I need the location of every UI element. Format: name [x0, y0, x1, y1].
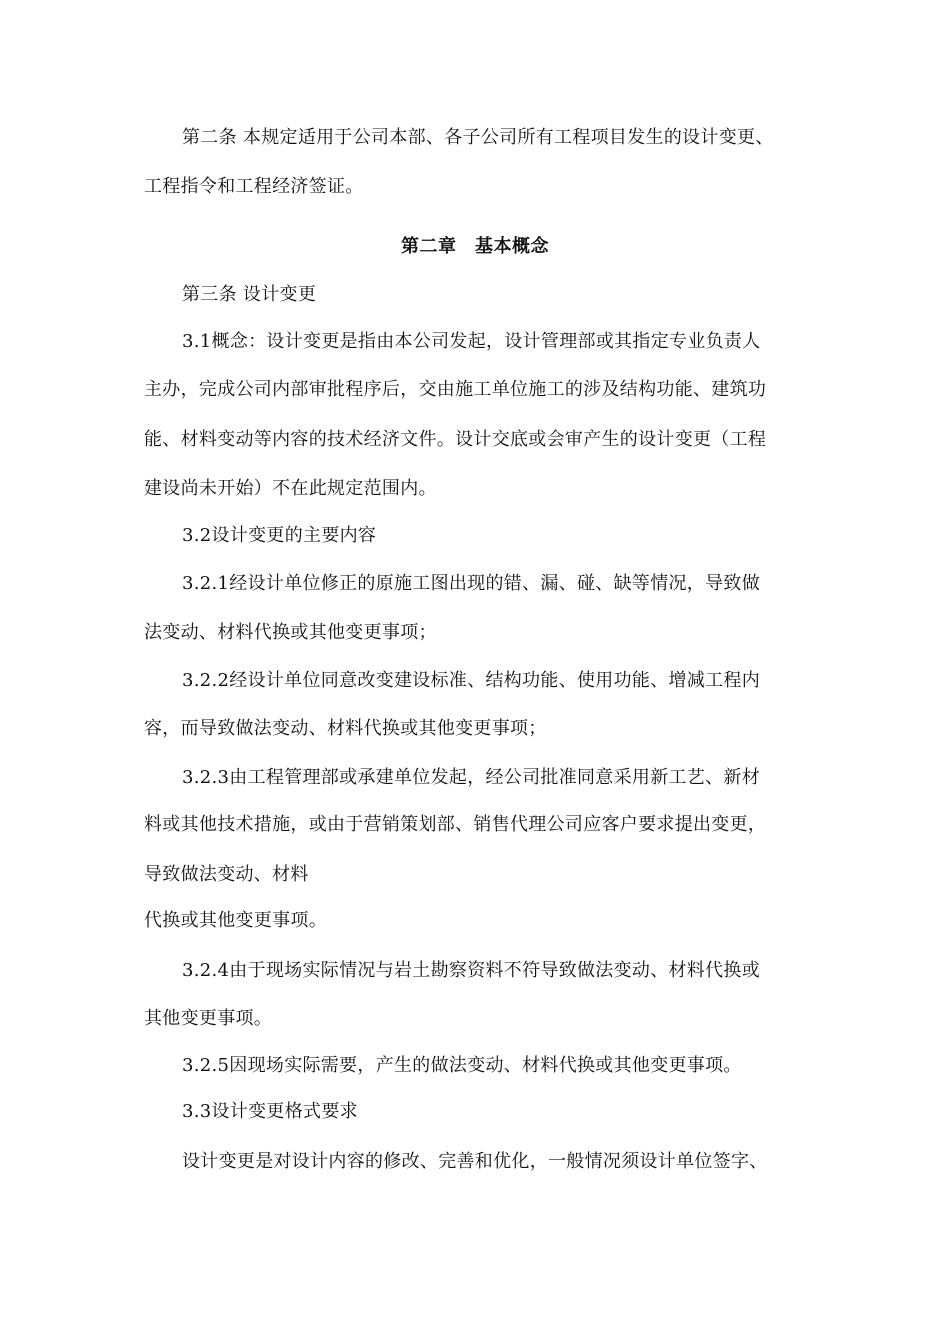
item-3-2-3-line-1: 3.2.3由工程管理部或承建单位发起，经公司批准同意采用新工艺、新材	[182, 767, 760, 788]
paragraph-3-1-line-3: 能、材料变动等内容的技术经济文件。设计交底或会审产生的设计变更（工程	[144, 429, 767, 450]
item-3-2-5-line-1: 3.2.5因现场实际需要，产生的做法变动、材料代换或其他变更事项。	[182, 1055, 742, 1076]
section-3-3-title: 3.3设计变更格式要求	[182, 1101, 358, 1122]
item-3-2-3-line-4: 代换或其他变更事项。	[144, 910, 327, 931]
item-3-2-1-line-1: 3.2.1经设计单位修正的原施工图出现的错、漏、碰、缺等情况，导致做	[182, 573, 760, 594]
item-3-2-4-line-2: 其他变更事项。	[144, 1008, 273, 1029]
section-3-3-body-line-1: 设计变更是对设计内容的修改、完善和优化，一般情况须设计单位签字、	[182, 1151, 768, 1172]
item-3-2-3-line-2: 料或其他技术措施，或由于营销策划部、销售代理公司应客户要求提出变更，	[144, 814, 767, 835]
paragraph-3-1-line-2: 主办，完成公司内部审批程序后，交由施工单位施工的涉及结构功能、建筑功	[144, 379, 767, 400]
article-2-line-1: 第二条 本规定适用于公司本部、各子公司所有工程项目发生的设计变更、	[182, 127, 774, 148]
item-3-2-3-line-3: 导致做法变动、材料	[144, 864, 309, 885]
article-3-title: 第三条 设计变更	[182, 284, 317, 305]
item-3-2-2-line-1: 3.2.2经设计单位同意改变建设标准、结构功能、使用功能、增减工程内	[182, 670, 760, 691]
item-3-2-4-line-1: 3.2.4由于现场实际情况与岩土勘察资料不符导致做法变动、材料代换或	[182, 960, 760, 981]
chapter-heading: 第二章 基本概念	[401, 236, 549, 257]
paragraph-3-1-line-1: 3.1概念：设计变更是指由本公司发起，设计管理部或其指定专业负责人	[182, 331, 761, 352]
article-2-line-2: 工程指令和工程经济签证。	[144, 176, 364, 197]
item-3-2-1-line-2: 法变动、材料代换或其他变更事项；	[144, 622, 437, 643]
paragraph-3-1-line-4: 建设尚未开始）不在此规定范围内。	[144, 478, 437, 499]
item-3-2-2-line-2: 容，而导致做法变动、材料代换或其他变更事项；	[144, 718, 547, 739]
section-3-2-title: 3.2设计变更的主要内容	[182, 525, 377, 546]
